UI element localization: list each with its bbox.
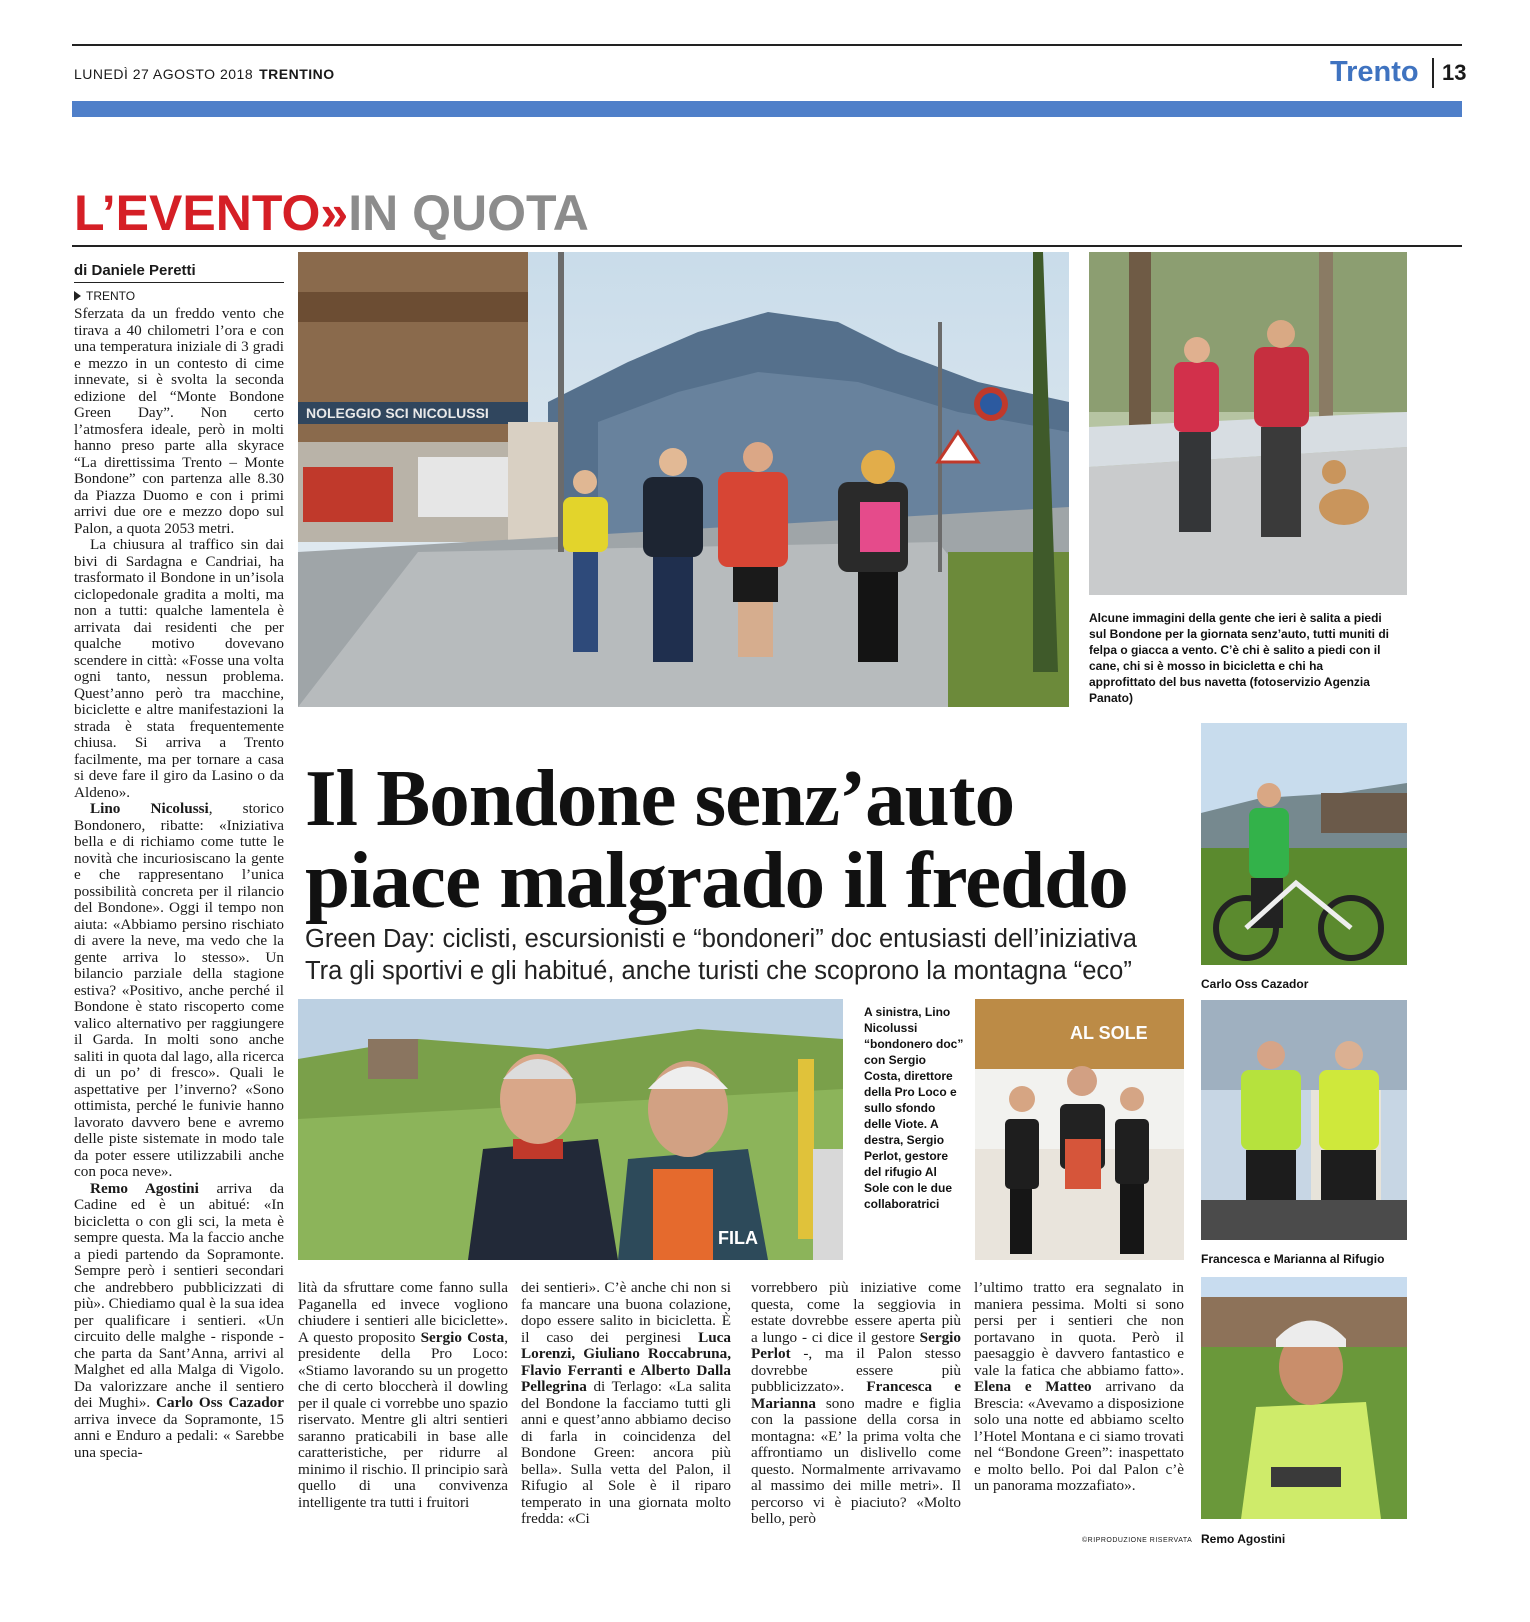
article-column-2 bbox=[298, 1280, 508, 1511]
dateline-text: TRENTO bbox=[86, 289, 136, 303]
al-sole-staff-photo bbox=[975, 999, 1184, 1260]
hikers-dog-photo bbox=[1089, 252, 1407, 595]
headline-line-2: piace malgrado il freddo bbox=[305, 835, 1128, 925]
article-column-3 bbox=[521, 1280, 731, 1528]
paragraph bbox=[751, 1280, 961, 1528]
cyclist-photo bbox=[1201, 723, 1407, 965]
paragraph bbox=[521, 1280, 731, 1528]
dateline-triangle-icon bbox=[74, 291, 81, 301]
paper-name: TRENTINO bbox=[259, 66, 335, 82]
person-name: Remo Agostini bbox=[90, 1179, 199, 1197]
person-name: Francesca e Marianna bbox=[751, 1378, 962, 1412]
blue-band bbox=[72, 101, 1462, 117]
article-column-1 bbox=[74, 306, 284, 1461]
paragraph-text: arrivano da Brescia: «Avevamo a disposizione solo una notte ed abbiamo scelto l’Hotel Montana e ci siamo trovati nel “Bondone Green”: inaspettato e molto bello. Poi dal Palon c’è un panorama mozzafiato». bbox=[974, 1378, 1184, 1494]
person-names: Luca Lorenzi, Giuliano Roccabruna, Flavio Ferranti e Alberto Dalla Pellegrina bbox=[521, 1328, 731, 1395]
main-photo-walkers bbox=[298, 252, 1069, 707]
issue-date bbox=[74, 66, 335, 82]
al-sole-sign-text: AL SOLE bbox=[1070, 1023, 1148, 1043]
paragraph bbox=[298, 1280, 508, 1511]
headline bbox=[305, 753, 1205, 925]
article-column-5 bbox=[974, 1280, 1184, 1495]
paragraph-text: , storico Bondonero, ribatte: «Iniziativa bella e di richiamo come tutte le novità che incuriosiscano la gente e che rappresentano l’unica possibilità concreta per il rilancio del Bondone». Oggi il tempo non aiuta: «Abbiamo persino rischiato di avere la neve, ma vedo che la gente arriva lo stesso». Un bilancio parziale della stagione estiva? «Positivo, anche perché il Bondone è stato riscoperto come valico alternativo per raggiungere il Garda. In molti sono anche saliti in quota dal lago, alla ricerca di un po’ di fresco». Quali le aspettative per l’inverno? «Sono ottimista, perché le funivie hanno lavorato davvero bene e avremo delle piste sistemate in modo tale da poter essere utilizzabili anche con poca neve». bbox=[74, 800, 284, 1180]
dateline bbox=[74, 289, 135, 303]
fila-logo-text: FILA bbox=[718, 1228, 758, 1248]
paragraph-text: di Terlago: «La salita del Bondone la facciamo tutti gli anni e quest’anno abbiamo deciso di farla in coincidenza del Bondone Green: ancora più bella». Sulla vetta del Palon, il Rifugio al Sole è il riparo temperato in una giornata molto fredda: «Ci bbox=[521, 1378, 731, 1527]
date-text: LUNEDÌ 27 AGOSTO 2018 bbox=[74, 66, 254, 82]
person-name: Sergio Perlot bbox=[751, 1328, 961, 1362]
paragraph-text: dei sentieri». C’è anche chi non si fa mancare una buona colazione, dopo essere salito in bicicletta. È il caso dei perginesi bbox=[521, 1279, 731, 1346]
paragraph-text: -, ma il Palon stesso dovrebbe essere più pubblicizzato». bbox=[751, 1345, 961, 1395]
top-rule bbox=[72, 44, 1462, 46]
kicker-rule bbox=[72, 245, 1462, 247]
article-column-4 bbox=[751, 1280, 961, 1528]
paragraph-text: l’ultimo tratto era segnalato in maniera pessima. Molti si sono persi per i sentieri che non portavano in quota. Però il paesaggio è davvero fantastico e vale la fatica che abbiamo fatto». bbox=[974, 1279, 1184, 1379]
paragraph-text: , presidente della Pro Loco: «Stiamo lavorando su un progetto che di certo bloccherà il dowling per il quale ci vorrebbe uno spazio riservato. Mentre gli altri sentieri saranno praticabili in base alle caratteristiche, per ridurre al minimo il rischio. Il principio sarà quello di una convivenza intelligente tra tutti i fruitori bbox=[298, 1328, 509, 1511]
kicker-topic: IN QUOTA bbox=[348, 185, 589, 241]
paragraph-text: sono madre e figlia con la passione della corsa in montagna: «E’ la prima volta che affrontiamo un dislivello come questo. Normalmente arrivavamo al massimo dei mille metri». Il percorso vi è piaciuto? «Molto bello, però bbox=[751, 1394, 961, 1527]
cyclist-caption: Carlo Oss Cazador bbox=[1201, 977, 1309, 991]
pair-caption: A sinistra, Lino Nicolussi “bondonero doc” con Sergio Costa, direttore della Pro Loco e sullo sfondo delle Viote. A destra, Sergio Perlot, gestore del rifugio Al Sole con le due collaboratrici bbox=[864, 1005, 964, 1211]
kicker-event: L’EVENTO bbox=[74, 185, 321, 241]
helmet-caption: Remo Agostini bbox=[1201, 1532, 1286, 1546]
kicker-arrows: » bbox=[320, 185, 349, 241]
shop-sign-text: NOLEGGIO SCI NICOLUSSI bbox=[306, 405, 489, 421]
headline-line-1: Il Bondone senz’auto bbox=[305, 753, 1015, 843]
page-number: 13 bbox=[1442, 60, 1467, 85]
paragraph-text: arriva da Cadine ed è un abitué: «In bicicletta o con gli sci, la meta è sempre questa. Ma la faccio anche a piedi partendo da Sopramonte. Sempre però i sentieri secondari che andrebbero pubblicizzati di più». Chiediamo qual è la sua idea per qualificare i sentieri. «Un circuito delle malghe - risponde - che parta da Sant’Anna, arrivi al Malghet ed alla Malga di Vigolo. Da valorizzare anche il sentiero dei Mughi». bbox=[74, 1179, 285, 1411]
person-name: Elena e Matteo bbox=[974, 1378, 1092, 1395]
subhead bbox=[305, 923, 1205, 987]
subhead-line-1: Green Day: ciclisti, escursionisti e “bondoneri” doc entusiasti dell’iniziativa bbox=[305, 925, 1137, 953]
subhead-line-2: Tra gli sportivi e gli habitué, anche turisti che scoprono la montagna “eco” bbox=[305, 957, 1132, 985]
paragraph bbox=[974, 1280, 1184, 1495]
paragraph-text: arriva invece da Sopramonte, 15 anni e Enduro a pedali: « Sarebbe una specia- bbox=[74, 1410, 284, 1461]
paragraph-text: lità da sfruttare come fanno sulla Paganella ed invece vogliono chiudere i sentieri alle biciclette». A questo proposito bbox=[298, 1279, 508, 1346]
hikers-caption: Alcune immagini della gente che ieri è salita a piedi sul Bondone per la giornata senz’auto, tutti muniti di felpa o giacca a vento. C’è chi è salito a piedi con il cane, chi si è mosso in bicicletta e chi ha approfittato del bus navetta (fotoservizio Agenzia Panato) bbox=[1089, 611, 1390, 705]
paragraph bbox=[74, 1181, 284, 1462]
remo-agostini-photo bbox=[1201, 1277, 1407, 1519]
person-name: Carlo Oss Cazador bbox=[156, 1394, 284, 1411]
kicker bbox=[74, 185, 589, 241]
byline-rule bbox=[74, 282, 284, 283]
paragraph: La chiusura al traffico sin dai bivi di Sardagna e Candriai, ha trasformato il Bondone in un’isola ciclopedonale gradita a molti, ma non a tutti: qualche lamentela è arrivata dai residenti che per qualche motivo dovevano scendere in città: «Fosse una volta ogni tanto, nessun problema. Quest’anno però tra macchine, biciclette e altre manifestazioni la strada è stata frequentemente chiusa. Si arriva a Trento facilmente, ma per tornare a casa si deve fare il giro da Lasino o da Aldeno». bbox=[74, 536, 284, 801]
paragraph-text: vorrebbero più iniziative come questa, come la seggiovia in estate dovrebbe essere aperta più a lungo - ci dice il gestore bbox=[751, 1279, 961, 1346]
two-men-photo bbox=[298, 999, 843, 1260]
section-separator bbox=[1432, 58, 1434, 88]
paragraph bbox=[74, 801, 284, 1181]
women-rifugio-photo bbox=[1201, 1000, 1407, 1240]
person-name: Lino Nicolussi bbox=[90, 800, 209, 817]
byline: di Daniele Peretti bbox=[74, 262, 196, 279]
copyright-credit: ©RIPRODUZIONE RISERVATA bbox=[1082, 1537, 1193, 1544]
person-name: Sergio Costa bbox=[420, 1328, 505, 1346]
section-title: Trento bbox=[1330, 56, 1419, 88]
women-caption: Francesca e Marianna al Rifugio bbox=[1201, 1252, 1385, 1266]
paragraph: Sferzata da un freddo vento che tirava a 40 chilometri l’ora e con una temperatura iniziale di 3 gradi e mezzo in un contesto di cime innevate, si è svolta la seconda edizione del “Monte Bondone Green Day”. Non certo l’atmosfera ideale, però in molti hanno preso parte alla skyrace “La direttissima Trento – Monte Bondone” con partenza alle 8.30 da Piazza Duomo e con i primi arrivi due ore e mezzo dopo sul Palon, a quota 2053 metri. bbox=[74, 305, 284, 537]
